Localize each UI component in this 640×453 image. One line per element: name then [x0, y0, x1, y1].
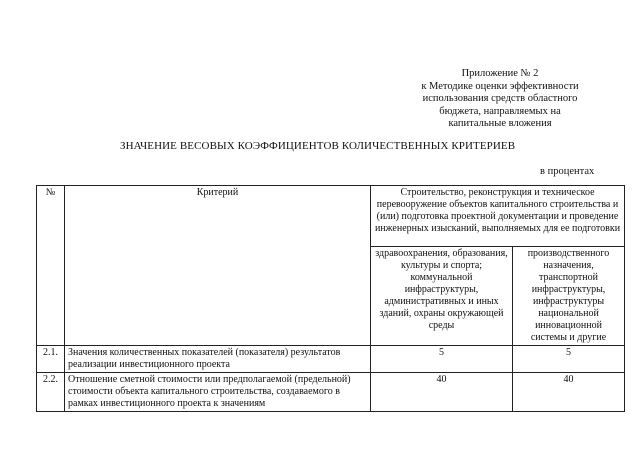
units-note: в процентах — [540, 166, 595, 177]
row-criterion: Значения количественных показателей (показателя) результатов реализации инвестиционного проекта — [65, 346, 371, 373]
appendix-line: бюджета, направляемых на — [439, 105, 561, 117]
row-value-social: 40 — [371, 373, 513, 412]
appendix-line: использования средств областного — [422, 93, 578, 104]
row-value-industrial: 5 — [513, 346, 625, 373]
appendix-header — [405, 68, 595, 131]
table-header-row — [37, 186, 625, 247]
row-criterion: Отношение сметной стоимости или предполагаемой (предельной) стоимости объекта капитального строительства, создаваемого в рамках инвестиционного проекта к значениям — [65, 373, 371, 412]
table-row — [37, 373, 625, 412]
criteria-table — [36, 185, 625, 412]
header-num: № — [37, 186, 65, 346]
row-value-social: 5 — [371, 346, 513, 373]
header-criterion: Критерий — [65, 186, 371, 346]
appendix-line: Приложение № 2 — [461, 68, 539, 79]
header-group: Строительство, реконструкция и техническое перевооружение объектов капитального строительства и (или) подготовка проектной документации и проведение инженерных изысканий, выполняемых для ее подготовки — [371, 186, 625, 247]
appendix-line: капитальные вложения — [448, 118, 552, 129]
table-row — [37, 346, 625, 373]
header-sub-industrial: производственного назначения, транспортной инфраструктуры, инфраструктуры национальной инновационной системы и другие — [513, 247, 625, 346]
header-sub-social: здравоохранения, образования, культуры и спорта; коммунальной инфраструктуры, административных и иных зданий, охраны окружающей среды — [371, 247, 513, 346]
appendix-line: к Методике оценки эффективности — [421, 80, 579, 92]
document-title: ЗНАЧЕНИЕ ВЕСОВЫХ КОЭФФИЦИЕНТОВ КОЛИЧЕСТВЕННЫХ КРИТЕРИЕВ — [120, 140, 516, 152]
row-value-industrial: 40 — [513, 373, 625, 412]
row-num: 2.1. — [37, 346, 65, 373]
row-num: 2.2. — [37, 373, 65, 412]
